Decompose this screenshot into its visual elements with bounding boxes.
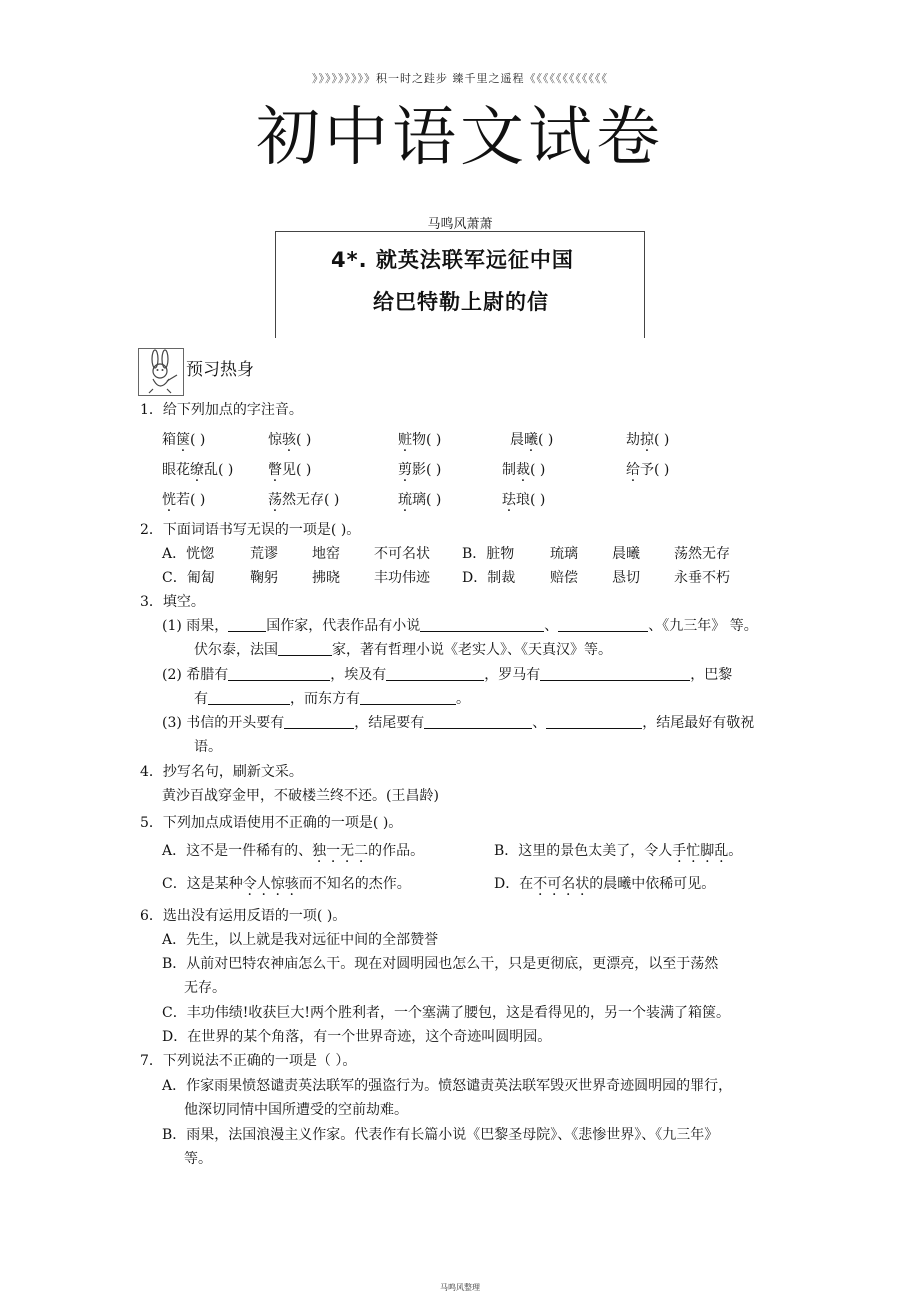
dotted-char: 剪 (398, 462, 412, 478)
q2-option-word: 琉璃 (550, 546, 578, 562)
dotted-char: 珐 (502, 492, 516, 508)
q1-stem: 1．给下列加点的字注音。 (140, 402, 303, 418)
q6-option-d: D．在世界的某个角落，有一个世界奇迹，这个奇迹叫圆明园。 (162, 1029, 552, 1045)
q2-option-word: 鞠躬 (250, 570, 278, 586)
q6-option-c: C．丰功伟绩!收获巨大!两个胜利者，一个塞满了腰包，这是看得见的，另一个装满了箱箧。 (162, 1005, 730, 1021)
q1-item: 琉璃( ) (398, 492, 442, 508)
blank[interactable] (360, 690, 456, 705)
blank[interactable] (424, 714, 532, 729)
q7-option-b-cont: 等。 (184, 1151, 212, 1167)
dotted-idiom: 独一无二 (312, 843, 369, 859)
q6-option-a: A．先生，以上就是我对远征中间的全部赞誉 (162, 932, 439, 948)
q3-item2-line1: (2) 希腊有 ，埃及有 ，罗马有 ，巴黎 (162, 667, 733, 683)
q1-item: 荡然无存( ) (268, 492, 340, 508)
q2-option-word: 丰功伟迹 (374, 570, 430, 586)
blank[interactable] (278, 641, 332, 656)
q1-item: 惊骇( ) (268, 432, 312, 448)
q5-stem: 5．下列加点成语使用不正确的一项是( )。 (140, 815, 403, 831)
q2-option-word: A．恍惚 (162, 546, 215, 562)
blank[interactable] (228, 666, 330, 681)
q3-item1-line1: (1) 雨果， 国作家，代表作品有小说 、 、《九三年》 等。 (162, 618, 758, 634)
dotted-char: 曦 (524, 432, 538, 448)
dotted-char: 瞥 (268, 462, 282, 478)
dotted-char: 掠 (640, 432, 654, 448)
rabbit-icon (138, 348, 184, 396)
blank[interactable] (546, 714, 642, 729)
dotted-idiom: 令人惊骇 (242, 876, 299, 892)
q5-option-a: A．这不是一件稀有的、独一无二的作品。 (162, 843, 425, 859)
q3-item1-line2: 伏尔泰，法国 家，著有哲理小说《老实人》、《天真汉》等。 (194, 642, 612, 658)
q1-item: 晨曦( ) (510, 432, 554, 448)
q2-option-word: 永垂不朽 (674, 570, 730, 586)
q2-option-word: 拂晓 (312, 570, 340, 586)
dotted-char: 给 (626, 462, 640, 478)
dotted-char: 裁 (516, 462, 530, 478)
q5-option-d: D．在不可名状的晨曦中依稀可见。 (494, 876, 716, 892)
header-motto: 》》》》》》》》》积一时之跬步 臻千里之遥程《《《《《《《《《《《《 (312, 72, 608, 85)
q1-item: 瞥见( ) (268, 462, 312, 478)
q1-item: 恍若( ) (162, 492, 206, 508)
dotted-char: 琉 (398, 492, 412, 508)
blank[interactable] (208, 690, 290, 705)
author: 马鸣风萧萧 (427, 217, 493, 232)
q3-stem: 3．填空。 (140, 594, 205, 610)
q2-stem: 2．下面词语书写无误的一项是( )。 (140, 522, 361, 538)
blank[interactable] (420, 617, 544, 632)
q1-item: 给予( ) (626, 462, 670, 478)
q1-item: 劫掠( ) (626, 432, 670, 448)
q2-option-word: 晨曦 (612, 546, 640, 562)
blank[interactable] (386, 666, 484, 681)
q6-stem: 6．选出没有运用反语的一项( )。 (140, 908, 347, 924)
q2-option-word: B．脏物 (462, 546, 515, 562)
q6-option-b: B．从前对巴特农神庙怎么干。现在对圆明园也怎么干，只是更彻底，更漂亮，以至于荡然 (162, 956, 719, 972)
lesson-title-line2: 给巴特勒上尉的信 (373, 290, 549, 314)
dotted-char: 骇 (282, 432, 296, 448)
q7-option-b: B．雨果，法国浪漫主义作家。代表作有长篇小说《巴黎圣母院》、《悲惨世界》、《九三年》 (162, 1127, 719, 1143)
q1-item: 剪影( ) (398, 462, 442, 478)
lesson-title-line1: 4*. 就英法联军远征中国 (331, 248, 574, 272)
blank[interactable] (540, 666, 690, 681)
section-title: 预习热身 (186, 360, 254, 380)
q3-item2-line2: 有 ，而东方有 。 (194, 691, 470, 707)
q2-option-word: D．制裁 (462, 570, 516, 586)
q4-stem: 4．抄写名句，刷新文采。 (140, 764, 303, 780)
q6-option-b-cont: 无存。 (184, 980, 226, 996)
q2-option-word: 荒谬 (250, 546, 278, 562)
blank[interactable] (228, 617, 266, 632)
q1-item: 箱箧( ) (162, 432, 206, 448)
q1-item: 珐琅( ) (502, 492, 546, 508)
dotted-idiom: 手忙脚乱 (672, 843, 729, 859)
dotted-char: 赃 (398, 432, 412, 448)
dotted-char: 荡 (268, 492, 282, 508)
q4-quote: 黄沙百战穿金甲，不破楼兰终不还。(王昌龄) (162, 788, 439, 804)
q2-option-word: 不可名状 (374, 546, 430, 562)
q7-option-a: A．作家雨果愤怒谴责英法联军的强盗行为。愤怒谴责英法联军毁灭世界奇迹圆明园的罪行， (162, 1078, 733, 1094)
q2-option-word: 荡然无存 (674, 546, 730, 562)
q5-option-b: B．这里的景色太美了，令人手忙脚乱。 (494, 843, 743, 859)
q1-item: 眼花缭乱( ) (162, 462, 234, 478)
dotted-char: 箧 (176, 432, 190, 448)
footer: 马鸣风整理 (440, 1283, 480, 1292)
blank[interactable] (558, 617, 648, 632)
q1-item: 赃物( ) (398, 432, 442, 448)
q3-item3-line1: (3) 书信的开头要有 ，结尾要有 、 ，结尾最好有敬祝 (162, 715, 755, 731)
q5-option-c: C．这是某种令人惊骇而不知名的杰作。 (162, 876, 411, 892)
q7-stem: 7．下列说法不正确的一项是（ ）。 (140, 1053, 357, 1069)
q2-option-word: 恳切 (612, 570, 640, 586)
q1-item: 制裁( ) (502, 462, 546, 478)
q3-item3-line2: 语。 (194, 739, 222, 755)
q7-option-a-cont: 他深切同情中国所遭受的空前劫难。 (184, 1102, 408, 1118)
dotted-char: 缭 (190, 462, 204, 478)
blank[interactable] (284, 714, 354, 729)
dotted-char: 恍 (162, 492, 176, 508)
lesson-banner (275, 231, 645, 338)
q2-option-word: C．匍匐 (162, 570, 215, 586)
q2-option-word: 地窑 (312, 546, 340, 562)
dotted-idiom: 不可名状 (533, 876, 590, 892)
q2-option-word: 赔偿 (550, 570, 578, 586)
page-title: 初中语文试卷 (256, 101, 664, 175)
